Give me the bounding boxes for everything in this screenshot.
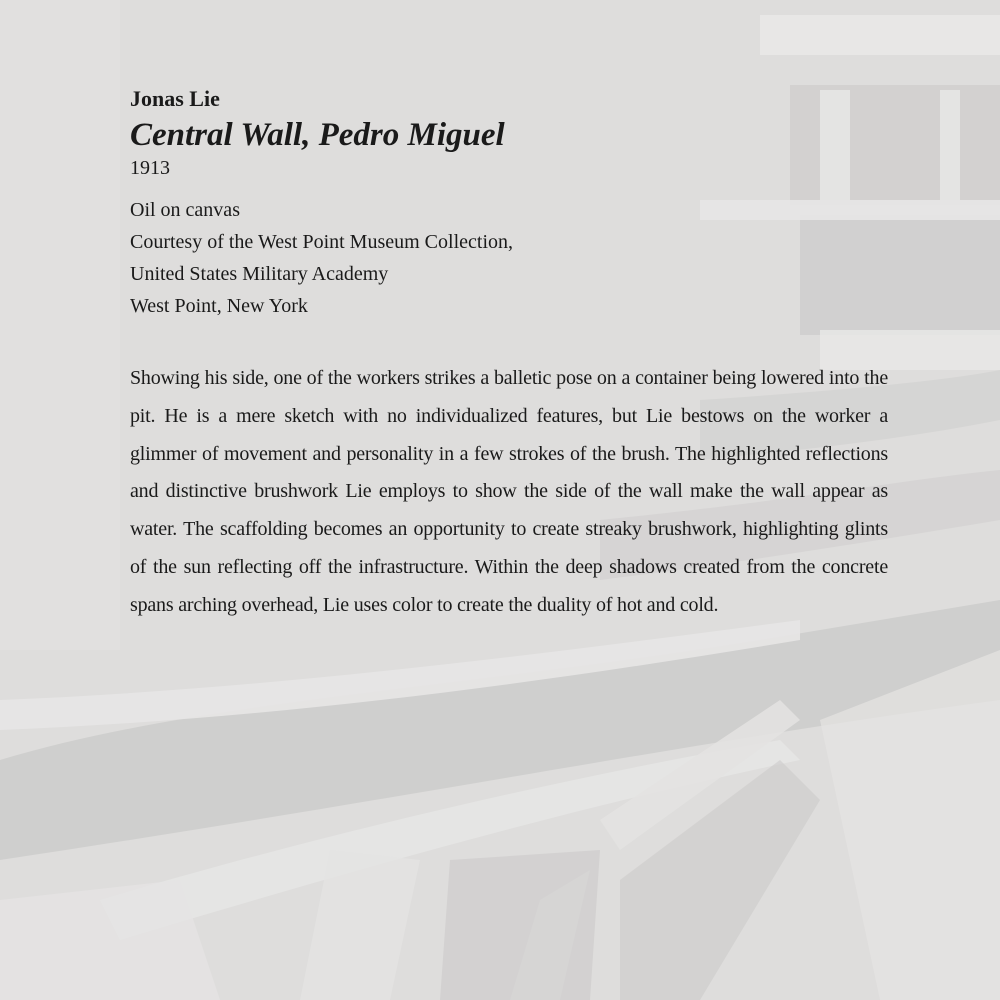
- artwork-description: Showing his side, one of the workers strikes a balletic pose on a container being lowered into the pit. He is a mere sketch with no individualized features, but Lie bestows on the worker a glimmer of movement and personality in a few strokes of the brush. The highlighted reflections and distinctive brushwork Lie employs to show the side of the wall make the wall appear as water. The scaffolding becomes an opportunity to create streaky brushwork, highlighting glints of the sun reflecting off the infrastructure. Within the deep shadows created from the concrete spans arching overhead, Lie uses color to create the duality of hot and cold.: [130, 367, 888, 616]
- artwork-title: Central Wall, Pedro Miguel: [130, 117, 505, 153]
- artwork-label: [130, 86, 888, 625]
- credit-line: Courtesy of the West Point Museum Collection,: [130, 231, 513, 253]
- artwork-year: 1913: [130, 157, 170, 179]
- artwork-medium: Oil on canvas: [130, 199, 240, 221]
- artist-name: Jonas Lie: [130, 86, 220, 111]
- credit-line: United States Military Academy: [130, 263, 389, 285]
- credit-line: West Point, New York: [130, 295, 308, 317]
- artwork-details: [130, 194, 888, 322]
